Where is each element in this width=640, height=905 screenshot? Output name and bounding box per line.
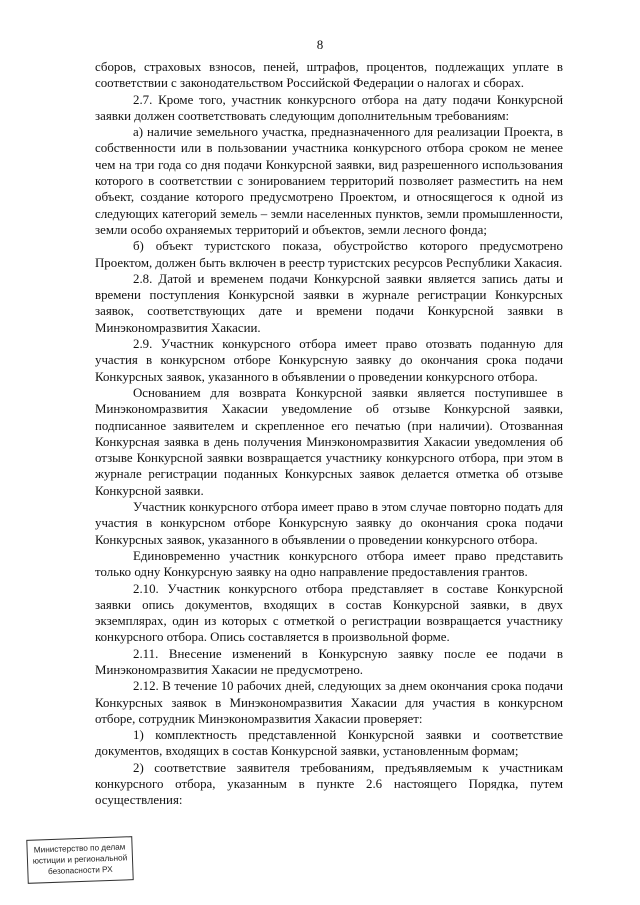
paragraph-single-application: Единовременно участник конкурсного отбора имеет право представить только одну Конкурсную заявку на одно направление предоставления грантов. (95, 548, 563, 580)
paragraph-2-10: 2.10. Участник конкурсного отбора представляет в составе Конкурсной заявки опись документов, входящих в состав Конкурсной заявки, в двух экземплярах, один из которых с отметкой о регистрации возвращается участнику конкурсного отбора. Опись составляется в произвольной форме. (95, 581, 563, 645)
page-number: 8 (316, 37, 324, 52)
paragraph-2-7-b: б) объект туристского показа, обустройство которого предусмотрено Проектом, должен быть включен в реестр туристских ресурсов Республики Хакасия. (95, 239, 563, 270)
paragraph-2-12: 2.12. В течение 10 рабочих дней, следующих за днем окончания срока подачи Конкурсных заявок в Минэкономразвития Хакасии для участия в конкурсном отборе, сотрудник Минэкономразвития Хакасии проверяет: (95, 679, 563, 726)
document-body (95, 59, 563, 809)
stamp-line: Министерство по делам (33, 842, 126, 855)
paragraph-return-basis: Основанием для возврата Конкурсной заявки является поступившее в Минэкономразвития Хакасии уведомление об отзыве Конкурсной заявки, подписанное заявителем и скрепленное его печатью (при наличии). Отозванная Конкурсная заявка в день получения Минэкономразвития Хакасии уведомления об отзыве Конкурсной заявки возвращается участнику конкурсного отбора, при этом в журнале регистрации поданных Конкурсных заявок делается отметка об отзыве Конкурсной заявки. (95, 385, 563, 498)
paragraph-2-12-2: 2) соответствие заявителя требованиям, предъявляемым к участникам конкурсного отбора, указанным в пункте 2.6 настоящего Порядка, путем осуществления: (95, 760, 563, 808)
paragraph-2-7: 2.7. Кроме того, участник конкурсного отбора на дату подачи Конкурсной заявки должен соответствовать следующим дополнительным требованиям: (95, 92, 563, 123)
paragraph-resubmit: Участник конкурсного отбора имеет право в этом случае повторно подать для участия в конкурсном отборе Конкурсную заявку до окончания срока подачи Конкурсных заявок, указанного в объявлении о проведении конкурсного отбора. (95, 500, 563, 547)
paragraph-taxes-continued: сборов, страховых взносов, пеней, штрафов, процентов, подлежащих уплате в соответствии с законодательством Российской Федерации о налогах и сборах. (95, 60, 563, 91)
paragraph-2-9: 2.9. Участник конкурсного отбора имеет право отозвать поданную для участия в конкурсном отборе Конкурсную заявку до окончания срока подачи Конкурсных заявок, указанного в объявлении о проведении конкурсного отбора. (95, 337, 563, 384)
paragraph-2-8: 2.8. Датой и временем подачи Конкурсной заявки является запись даты и времени поступления Конкурсной заявки в журнале регистрации Конкурсных заявок, соответствующих дате и времени подачи Конкурсной заявки в Минэкономразвития Хакасии. (95, 271, 563, 335)
stamp-line: безопасности РХ (47, 864, 113, 877)
ministry-stamp (26, 836, 133, 884)
paragraph-2-12-1: 1) комплектность представленной Конкурсной заявки и соответствие документов, входящих в состав Конкурсной заявки, установленным формам; (95, 728, 563, 759)
paragraph-2-7-a: а) наличие земельного участка, предназначенного для реализации Проекта, в собственности или в пользовании участника конкурсного отбора сроком не менее чем на три года со дня подачи Конкурсной заявки, вид разрешенного использования которого в соответствии с зонированием территорий позволяет разместить на нем объект, создание которого предусмотрено Проектом, и относящегося к одной из следующих категорий земель – земли населенных пунктов, земли промышленности, земли особо охраняемых территорий и объектов, земли лесного фонда; (95, 125, 563, 237)
paragraph-2-11: 2.11. Внесение изменений в Конкурсную заявку после ее подачи в Минэкономразвития Хакасии не предусмотрено. (95, 646, 563, 677)
stamp-line: юстиции и региональной (32, 853, 128, 866)
